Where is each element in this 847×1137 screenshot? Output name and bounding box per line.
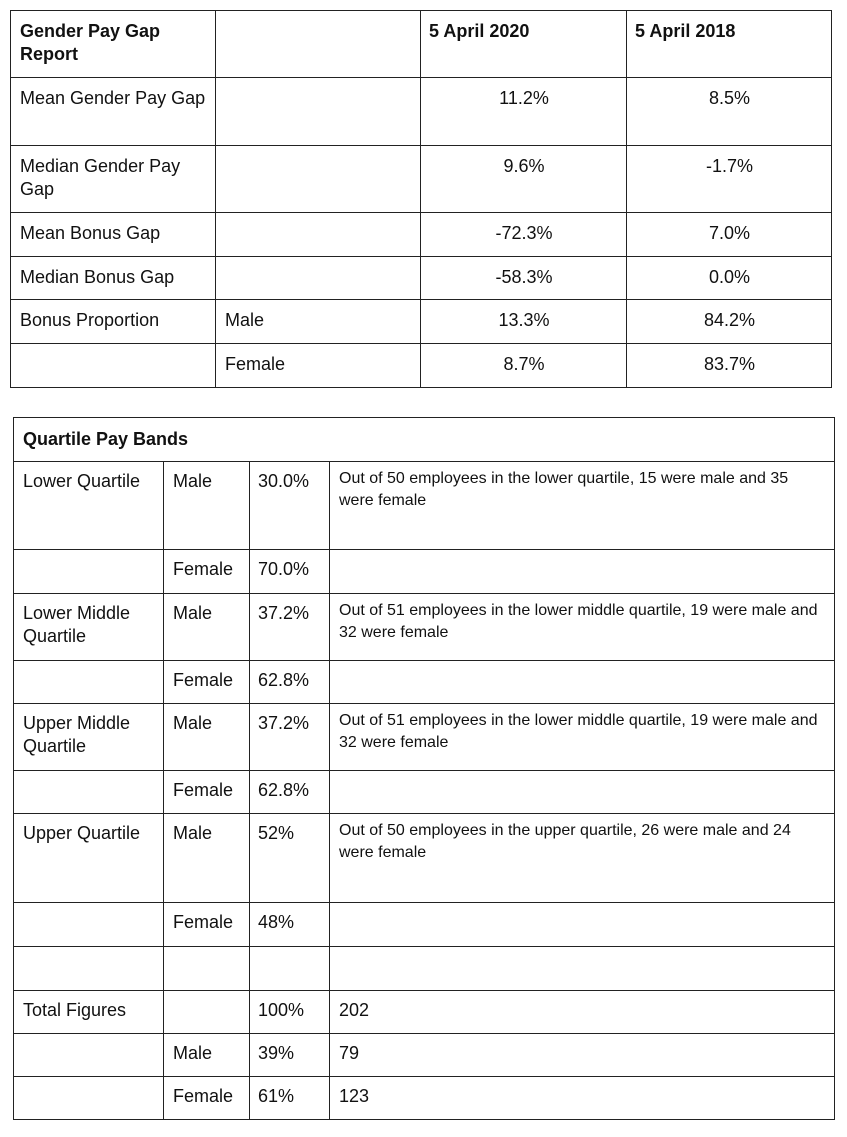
value-2020: -58.3% [421,257,627,300]
value-2018: 83.7% [627,344,832,388]
percentage: 37.2% [250,704,330,771]
table-row [14,704,835,771]
percentage: 48% [250,903,330,947]
value-2018: 7.0% [627,213,832,257]
table-row [14,1077,835,1120]
gender-label: Male [164,594,250,661]
table-row [11,213,832,257]
quartile-label [14,550,164,594]
quartile-label: Lower Middle Quartile [14,594,164,661]
percentage: 62.8% [250,661,330,704]
count: 123 [330,1077,835,1120]
value-2020: 11.2% [421,78,627,146]
quartile-label [14,661,164,704]
table-row [14,947,835,991]
table-row [14,661,835,704]
quartile-label: Lower Quartile [14,462,164,550]
quartile-note: Out of 50 employees in the upper quartile, 26 were male and 24 were female [330,814,835,903]
table-row [14,771,835,814]
gender-label: Male [164,704,250,771]
row-sublabel [216,213,421,257]
row-label: Bonus Proportion [11,300,216,344]
table-row [14,814,835,903]
table-row [14,903,835,947]
table-title-row [14,418,835,462]
total-label [14,1034,164,1077]
quartile-note [330,903,835,947]
gender-label: Female [164,661,250,704]
quartile-note [330,947,835,991]
table-row [14,550,835,594]
table-header-row [11,11,832,78]
percentage [250,947,330,991]
quartile-label [14,947,164,991]
row-sublabel [216,146,421,213]
percentage: 37.2% [250,594,330,661]
quartile-note [330,550,835,594]
gender-label: Female [164,550,250,594]
gender-label: Male [164,462,250,550]
value-2018: 84.2% [627,300,832,344]
row-sublabel: Male [216,300,421,344]
total-label: Total Figures [14,991,164,1034]
percentage: 61% [250,1077,330,1120]
gender-label [164,947,250,991]
table-row [11,257,832,300]
gender-label [164,991,250,1034]
table-row [14,1034,835,1077]
quartile-note: Out of 51 employees in the lower middle quartile, 19 were male and 32 were female [330,594,835,661]
value-2018: -1.7% [627,146,832,213]
row-label [11,344,216,388]
row-sublabel [216,257,421,300]
percentage: 39% [250,1034,330,1077]
quartile-note: Out of 50 employees in the lower quartile, 15 were male and 35 were female [330,462,835,550]
table-row [14,991,835,1034]
quartile-pay-bands-table [13,417,835,1120]
quartile-note: Out of 51 employees in the lower middle quartile, 19 were male and 32 were female [330,704,835,771]
value-2020: -72.3% [421,213,627,257]
quartile-note [330,771,835,814]
row-sublabel [216,78,421,146]
gender-pay-gap-table [10,10,832,388]
quartile-label [14,771,164,814]
value-2018: 0.0% [627,257,832,300]
gender-label: Male [164,814,250,903]
gender-label: Male [164,1034,250,1077]
value-2020: 8.7% [421,344,627,388]
row-label: Median Gender Pay Gap [11,146,216,213]
row-sublabel: Female [216,344,421,388]
table-title: Quartile Pay Bands [14,418,835,462]
header-cell-2018: 5 April 2018 [627,11,832,78]
row-label: Median Bonus Gap [11,257,216,300]
percentage: 52% [250,814,330,903]
percentage: 100% [250,991,330,1034]
percentage: 30.0% [250,462,330,550]
table-row [14,462,835,550]
quartile-note [330,661,835,704]
total-label [14,1077,164,1120]
percentage: 62.8% [250,771,330,814]
row-label: Mean Bonus Gap [11,213,216,257]
value-2018: 8.5% [627,78,832,146]
gender-label: Female [164,1077,250,1120]
table-row [11,344,832,388]
percentage: 70.0% [250,550,330,594]
header-cell-empty [216,11,421,78]
value-2020: 13.3% [421,300,627,344]
row-label: Mean Gender Pay Gap [11,78,216,146]
table-row [14,594,835,661]
gender-label: Female [164,903,250,947]
quartile-label [14,903,164,947]
table-row [11,78,832,146]
table-row [11,146,832,213]
header-cell-2020: 5 April 2020 [421,11,627,78]
count: 202 [330,991,835,1034]
count: 79 [330,1034,835,1077]
quartile-label: Upper Middle Quartile [14,704,164,771]
value-2020: 9.6% [421,146,627,213]
quartile-label: Upper Quartile [14,814,164,903]
gender-label: Female [164,771,250,814]
table-row [11,300,832,344]
header-cell-report: Gender Pay Gap Report [11,11,216,78]
